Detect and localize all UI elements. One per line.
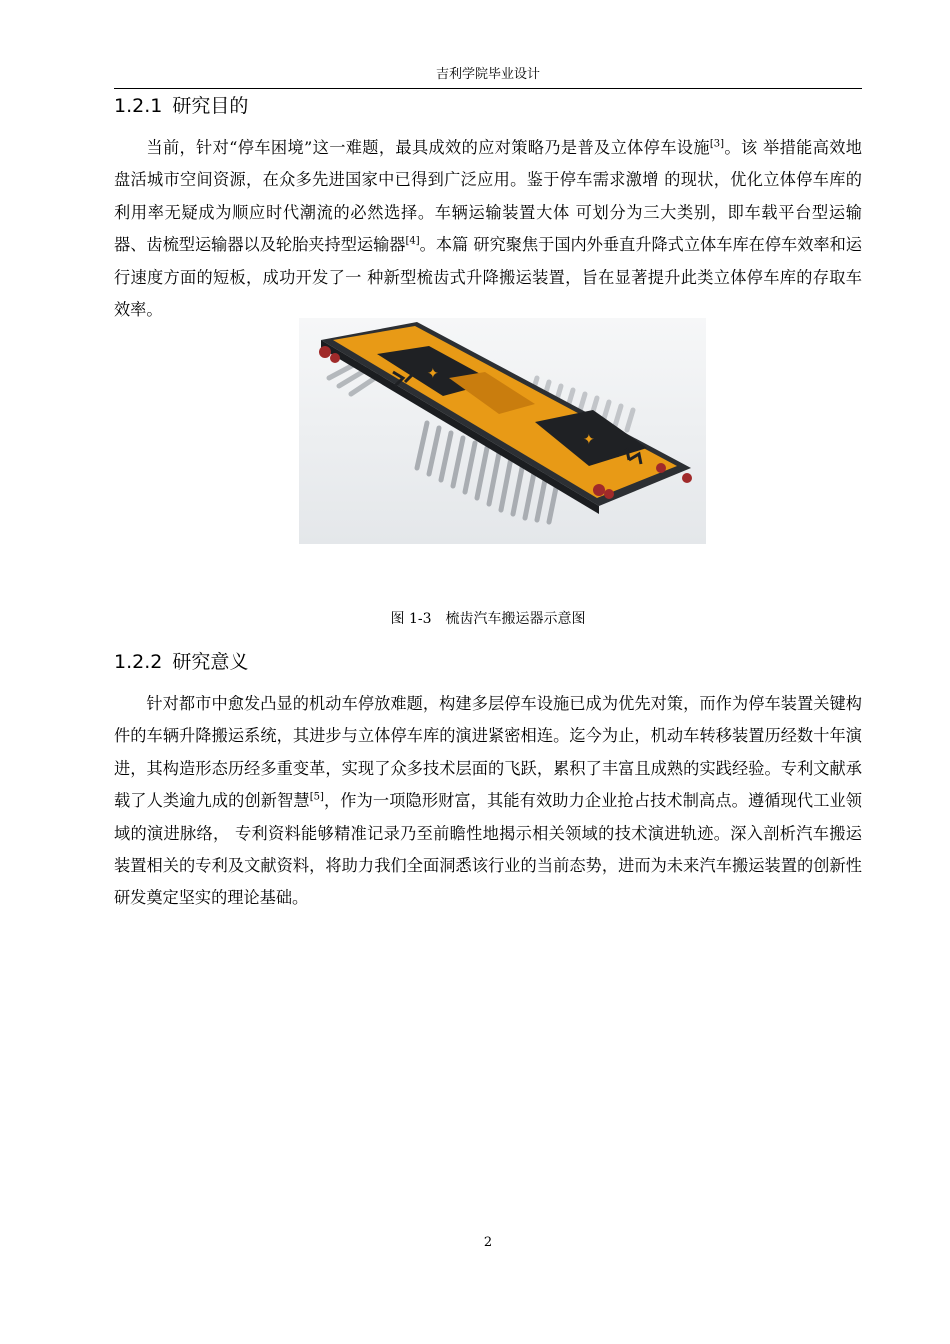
section-number: 1.2.2: [114, 651, 163, 673]
section-heading-research-purpose: [114, 92, 862, 120]
paragraph-text: ，作为一项隐形财富，其能有效助力企业抢占技术制高点。遵循现代工业领域的演进脉络， 专利资料能够精准记录乃至前瞻性地揭示相关领域的技术演进轨迹。深入剖析汽车搬运装置相关的专利及文献资料，将助力我们全面洞悉该行业的当前态势，进而为未来汽车搬运装置的创新性研发奠定坚实的理论基础。: [114, 791, 862, 908]
comb-car-carrier-figure: [299, 318, 706, 544]
paragraph-text: 。本篇 研究聚焦于国内外垂直升降式立体车库在停车效率和运行速度方面的短板，成功开发了一 种新型梳齿式升降搬运装置，旨在显著提升此类立体停车库的存取车效率。: [114, 235, 862, 320]
comb-car-carrier-illustration: [299, 318, 706, 544]
section-heading-research-significance: [114, 648, 862, 676]
figure-caption: [114, 608, 862, 630]
paragraph-text: 针对都市中愈发凸显的机动车停放难题，构建多层停车设施已成为优先对策，而作为停车装置关键构件的车辆升降搬运系统，其进步与立体停车库的演进紧密相连。迄今为止，机动车转移装置历经数十年演进，其构造形态历经多重变革，实现了众多技术层面的飞跃，累积了丰富且成熟的实践经验。专利文献承载了人类逾九成的创新智慧: [114, 694, 862, 811]
citation-ref: [5]: [309, 791, 324, 803]
figure-caption-text: 梳齿汽车搬运器示意图: [445, 611, 586, 627]
section-number: 1.2.1: [114, 95, 163, 117]
research-significance-paragraph: [114, 688, 862, 915]
paragraph-text: 当前，针对“停车困境”这一难题，最具成效的应对策略乃是普及立体停车设施: [146, 138, 710, 157]
figure-number: 图 1-3: [390, 611, 432, 627]
section-title: 研究意义: [172, 651, 249, 673]
section-title: 研究目的: [172, 95, 249, 117]
research-purpose-paragraph: [114, 132, 862, 326]
svg-text:✦: ✦: [427, 366, 439, 382]
page-number: 2: [483, 1235, 493, 1250]
paragraph-text: 。该 举措能高效地盘活城市空间资源，在众多先进国家中已得到广泛应用。鉴于停车需求激增 的现状，优化立体停车库的利用率无疑成为顺应时代潮流的必然选择。车辆运输装置大体 可划分为三大类别，即车载平台型运输器、齿梳型运输器以及轮胎夹持型运输器: [114, 138, 862, 255]
svg-text:✦: ✦: [583, 432, 595, 448]
citation-ref: [4]: [405, 235, 420, 247]
citation-ref: [3]: [709, 138, 725, 150]
page-header: 吉利学院毕业设计: [114, 64, 862, 89]
